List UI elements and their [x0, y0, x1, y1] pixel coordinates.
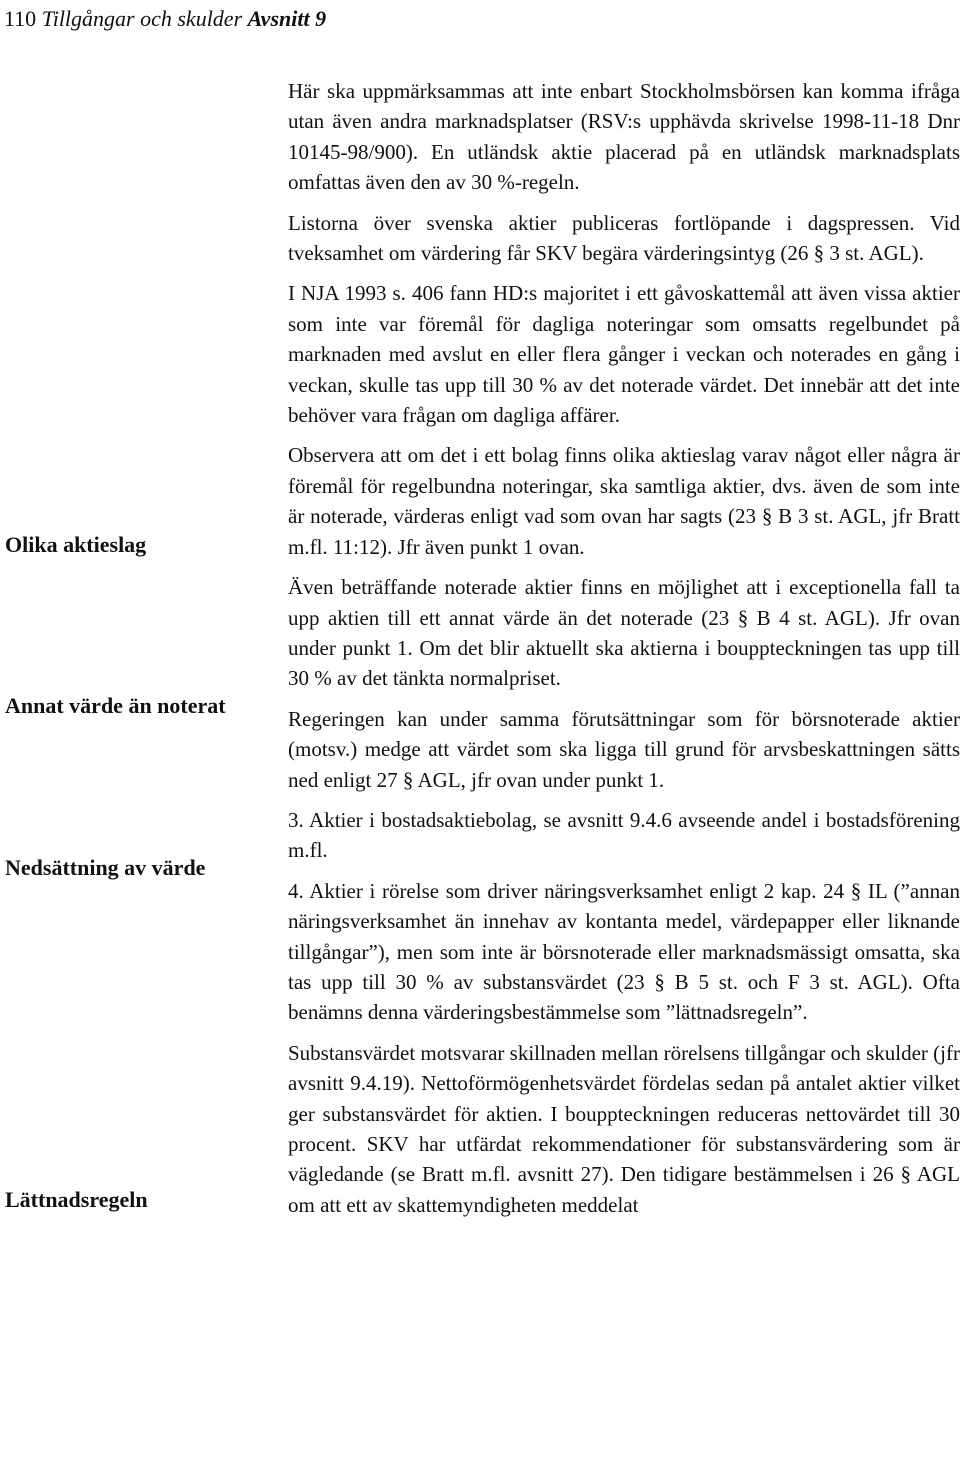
page-number: 110 — [4, 6, 37, 31]
paragraph: I NJA 1993 s. 406 fann HD:s majoritet i ett gåvoskattemål att även vissa aktier som inte var föremål för dagliga noteringar som omsatts regelbundet på marknaden med avslut en eller flera gånger i veckan och noterades en gång i veckan, skulle tas upp till 30 % av det noterade värdet. Det innebär att det inte behöver vara frågan om dagliga affärer. — [288, 281, 960, 428]
paragraph: Observera att om det i ett bolag finns olika aktieslag varav något eller några är föremål för regelbundna noteringar, ska samtliga aktier, dvs. även de som inte är noterade, värderas enligt vad som ovan har sagts (23 § B 3 st. AGL, jfr Bratt m.fl. 11:12). Jfr även punkt 1 ovan. — [288, 443, 960, 559]
list-item-3: 3. Aktier i bostadsaktiebolag, se avsnitt 9.4.6 avseende andel i bostadsförening m.fl. — [288, 807, 960, 863]
section-label: Avsnitt 9 — [247, 6, 327, 31]
body-text — [288, 76, 960, 1230]
margin-heading-annat-varde: Annat värde än noterat — [5, 693, 226, 718]
paragraph: Här ska uppmärksammas att inte enbart Stockholmsbörsen kan komma ifråga utan även andra marknadsplatser (RSV:s upphävda skrivelse 1998-11-18 Dnr 10145-98/900). En utländsk aktie placerad på en utländsk marknadsplats omfattas även den av 30 %-regeln. — [288, 79, 960, 195]
paragraph: Regeringen kan under samma förutsättningar som för börsnoterade aktier (motsv.) medge att värdet som ska ligga till grund för arvsbeskattningen sätts ned enligt 27 § AGL, jfr ovan under punkt 1. — [288, 706, 960, 792]
page-header — [4, 4, 326, 34]
margin-heading-nedsattning: Nedsättning av värde — [5, 855, 206, 880]
paragraph: Substansvärdet motsvarar skillnaden mellan rörelsens tillgångar och skulder (jfr avsnitt 9.4.19). Nettoförmögenhetsvärdet fördelas sedan på antalet aktier vilket ger substansvärdet för aktien. I bouppteckningen reduceras nettovärdet till 30 procent. SKV har utfärdat rekommendationer för substansvärdering som är vägledande (se Bratt m.fl. avsnitt 27). Den tidigare bestämmelsen i 26 § AGL om att ett av skattemyndigheten meddelat — [288, 1040, 960, 1217]
paragraph: Listorna över svenska aktier publiceras fortlöpande i dagspressen. Vid tveksamhet om värdering får SKV begära värderingsintyg (26 § 3 st. AGL). — [288, 210, 960, 266]
margin-heading-lattnadsregeln: Lättnadsregeln — [5, 1187, 148, 1212]
running-title: Tillgångar och skulder — [41, 6, 243, 31]
list-item-4: 4. Aktier i rörelse som driver näringsverksamhet enligt 2 kap. 24 § IL (”annan näringsverksamhet än innehav av kontanta medel, värdepapper eller liknande tillgångar”), men som inte är börsnoterade eller marknadsmässigt omsatta, ska tas upp till 30 % av substansvärdet (23 § B 5 st. och F 3 st. AGL). Ofta benämns denna värderingsbestämmelse som ”lättnadsregeln”. — [288, 878, 960, 1025]
paragraph: Även beträffande noterade aktier finns en möjlighet att i exceptionella fall ta upp aktien till ett annat värde än det noterade (23 § B 4 st. AGL). Jfr ovan under punkt 1. Om det blir aktuellt ska aktierna i bouppteckningen tas upp till 30 % av det tänkta normalpriset. — [288, 575, 960, 691]
margin-heading-olika-aktieslag: Olika aktieslag — [5, 532, 147, 557]
